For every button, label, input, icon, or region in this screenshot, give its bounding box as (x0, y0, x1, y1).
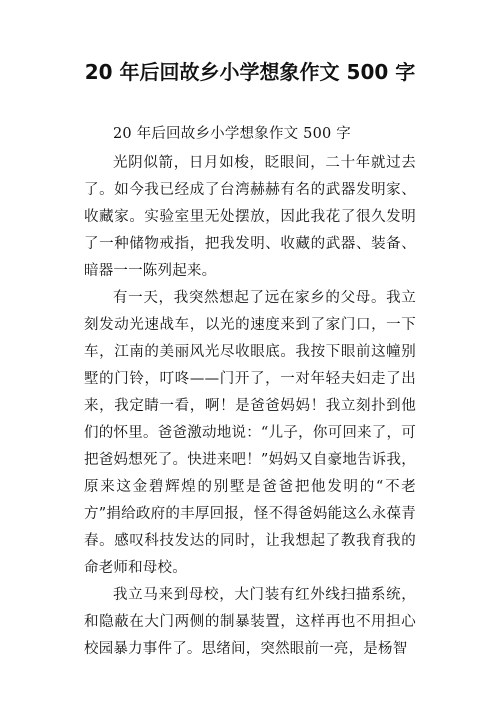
paragraph-2: 有一天，我突然想起了远在家乡的父母。我立刻发动光速战车，以光的速度来到了家门口，一下车，江南的美丽风光尽收眼底。我按下眼前这幢别墅的门铃，叮咚——门开了，一对年轻夫妇走了出来，我定睛一看，啊！是爸爸妈妈！我立刻扑到他们的怀里。爸爸激动地说：“儿子，你可回来了，可把爸妈想死了。快进来吧！”妈妈又自豪地告诉我，原来这金碧辉煌的别墅是爸爸把他发明的“不老方”捐给政府的丰厚回报，怪不得爸妈能这么永葆青春。感叹科技发达的同时，让我想起了教我育我的命老师和母校。 (84, 290, 416, 576)
page-title: 20 年后回故乡小学想象作文 500 字 (84, 60, 416, 84)
article-body (84, 121, 416, 663)
paragraph-1: 光阴似箭，日月如梭，眨眼间，二十年就过去了。如今我已经成了台湾赫赫有名的武器发明家、收藏家。实验室里无处摆放，因此我花了很久发明了一种储物戒指，把我发明、收藏的武器、装备、暗器一一陈列起来。 (84, 155, 416, 279)
document-subtitle: 20 年后回故乡小学想象作文 500 字 (113, 126, 351, 142)
paragraph-3: 我立马来到母校，大门装有红外线扫描系统，和隐蔽在大门两侧的制暴装置，这样再也不用担心校园暴力事件了。思绪间，突然眼前一亮，是杨智 (84, 587, 416, 657)
